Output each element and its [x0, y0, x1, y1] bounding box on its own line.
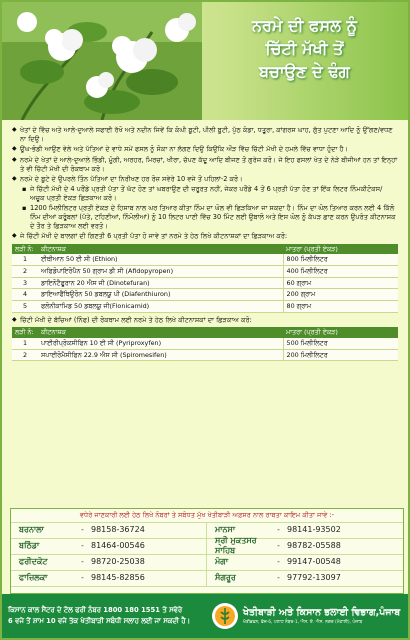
adult-insecticide-table — [12, 244, 398, 313]
col-header-no: ਲੜੀ ਨੰ: — [12, 244, 38, 255]
title-line-1: ਨਰਮੇ ਦੀ ਫਸਲ ਨੂੰ — [252, 16, 357, 35]
table-row: 2 ਅਫਿਡੋਪਾਇਰੋਪੈਨ 50 ਗ੍ਰਾਮ ਡੀ ਸੀ (Afidopyropen) 400 ਮਿਲੀਲਿਟਰ — [12, 265, 398, 277]
table-row: 3 ਡਾਇਨੋਟੈਫੂਰਾਨ 20 ਐਸ ਜੀ (Dinotefuran) 60 ਗ੍ਰਾਮ — [12, 277, 398, 289]
table-row: 1 ਪਾਈਰੀਪ੍ਰੋਕਸੀਫਿਨ 10 ਈ ਸੀ (Pyriproxyfen) 500 ਮਿਲੀਲਿਟਰ — [12, 338, 398, 349]
bullet-item: ◆ ਨਰਮੇ ਦੇ ਖੇਤਾਂ ਦੇ ਆਲੇ-ਦੁਆਲੇ ਭਿੰਡੀ, ਮੂੰਗੀ, ਅਰਹਰ, ਮਿਰਚਾਂ, ਖੀਰਾ, ਚੱਪਣ ਕੱਦੂ ਆਦਿ ਬੀਜਣ ਤੋਂ ਗੁਰੇਜ ਕਰੋ। ਜੇ ਇਹ ਫਸਲਾਂ ਖੇਤ ਦੇ ਨੇੜੇ ਬੀਜੀਆਂ ਹਨ ਤਾਂ ਇਨ੍ਹਾਂ ਤੇ ਵੀ ਚਿੱਟੀ ਮੱਖੀ ਦੀ ਰੋਕਥਾਮ ਕਰੋ। — [12, 155, 398, 173]
department-block — [239, 607, 408, 626]
sub-bullet-item: ▪ 1200 ਮਿਲੀਲਿਟਰ ਪ੍ਰਤੀ ਏਕੜ ਦੇ ਹਿਸਾਬ ਨਾਲ ਘਰ ਤਿਆਰ ਕੀਤਾ ਨਿੰਮ ਦਾ ਘੋਲ ਵੀ ਛਿੜਕਿਆ ਜਾ ਸਕਦਾ ਹੈ। ਨਿੰਮ ਦਾ ਘੋਲ ਤਿਆਰ ਕਰਨ ਲਈ 4 ਕਿੱਲੋ ਨਿੰਮ ਦੀਆਂ ਕਰੂੰਬਲਾਂ (ਪੱਤੇ, ਟਹਿਣੀਆਂ, ਨਿੰਮੋਲੀਆਂ) ਨੂੰ 10 ਲਿਟਰ ਪਾਣੀ ਵਿੱਚ 30 ਮਿੰਟ ਲਈ ਉਬਾਲੋ ਅਤੇ ਇਸ ਘੋਲ ਨੂੰ ਕੱਪੜ ਛਾਣ ਕਰਨ ਉਪਰੰਤ ਕੀਟਨਾਸ਼ਕ ਦੇ ਤੌਰ ਤੇ ਛਿੜਕਾਅ ਲਈ ਵਰਤੋ। — [22, 204, 396, 230]
bullet-item: ◆ ਖੇਤਾਂ ਦੇ ਵਿੱਚ ਅਤੇ ਆਲੇ-ਦੁਆਲੇ ਸਫਾਈ ਰੱਖੋ ਅਤੇ ਨਦੀਨ ਜਿਵੇਂ ਕਿ ਕੰਘੀ ਬੂਟੀ, ਪੀਲੀ ਬੂਟੀ, ਪੁੱਠ ਕੰਡਾ, ਧਤੂਰਾ, ਕਾਂਗਰਸ ਘਾਹ, ਗੁੱਤ ਪੁਟਣਾ ਆਦਿ ਨੂੰ ਉੱਗਣ/ਵਧਣ ਨਾ ਦਿਉ। — [12, 126, 393, 143]
sub-bullet-icon: ▪ — [22, 204, 27, 213]
bullet-icon: ◆ — [12, 315, 17, 323]
bullet-item: ◆ ਚਿੱਟੀ ਮੱਖੀ ਦੇ ਬੱਚਿਆਂ (ਨਿੰਫ) ਦੀ ਰੋਕਥਾਮ ਲਈ ਨਰਮੇ ਤੇ ਹੇਠ ਲਿਖੇ ਕੀਟਨਾਸ਼ਕਾਂ ਦਾ ਛਿੜਕਾਅ ਕਰੋ: — [12, 315, 252, 324]
table-row: 1 ਈਥੀਆਨ 50 ਈ ਸੀ (Ethion) 800 ਮਿਲੀਲਿਟਰ — [12, 254, 398, 265]
contact-row: ਮੋਗਾ - 99147-00548 — [207, 555, 403, 571]
nymph-insecticide-table — [12, 327, 398, 361]
department-logo-icon — [211, 602, 239, 630]
bullet-icon: ◆ — [12, 126, 17, 133]
contact-row: ਸ੍ਰੀ ਮੁਕਤਸਰ ਸਾਹਿਬ - 98782-05588 — [207, 539, 403, 555]
bullet-item: ◆ ਜੇ ਚਿੱਟੀ ਮੱਖੀ ਦੇ ਬਾਲਗਾਂ ਦੀ ਗਿਣਤੀ 6 ਪ੍ਰਤੀ ਪੱਤਾ ਹੋ ਜਾਵੇ ਤਾਂ ਨਰਮੇ ਤੇ ਹੇਠ ਲਿਖੇ ਕੀਟਨਾਸ਼ਕਾਂ ਦਾ ਛਿੜਕਾਅ ਕਰੋ: — [12, 231, 288, 240]
bullet-icon: ◆ — [12, 145, 17, 153]
col-header-no: ਲੜੀ ਨੰ: — [12, 327, 38, 338]
poster-title — [207, 14, 402, 84]
helpline-text: ਕਿਸਾਨ ਕਾਲ ਸੈਂਟਰ ਦੇ ਟੋਲ ਫਰੀ ਨੰਬਰ 1800 180 1551 ਤੇ ਸਵੇਰੇ 6 ਵਜੇ ਤੋਂ ਸ਼ਾਮ 10 ਵਜੇ ਤੱਕ ਖੇਤੀਬਾੜੀ ਸਬੰਧੀ ਸਲਾਹ ਲਈ ਜਾ ਸਕਦੀ ਹੈ। — [8, 606, 191, 625]
department-name: ਖੇਤੀਬਾੜੀ ਅਤੇ ਕਿਸਾਨ ਭਲਾਈ ਵਿਭਾਗ,ਪੰਜਾਬ — [243, 606, 401, 618]
contact-row: ਬਠਿੰਡਾ - 81464-00546 — [11, 539, 207, 555]
table-row: 5 ਫਲੋਨੀਕਾਮਿਡ 50 ਡਬਲਯੂ ਜੀ(Flonicamid) 80 ਗ੍ਰਾਮ — [12, 300, 398, 312]
contact-row: ਫਰੀਦਕੋਟ - 98720-25038 — [11, 555, 207, 571]
contact-box — [10, 508, 404, 594]
contact-row: ਸੰਗਰੂਰ - 97792-13097 — [207, 571, 403, 587]
contact-row: ਫਾਜ਼ਿਲਕਾ - 98145-82856 — [11, 571, 207, 587]
bullet-icon: ◆ — [12, 174, 17, 182]
department-address: ਖੇਤੀਭਵਨ, ਫੇਜ਼-6, ਪਲਾਟ ਨੰਬਰ-1, ਐਸ. ਏ. ਐਸ. ਨਗਰ (ਮੋਹਾਲੀ), ਪੰਜਾਬ — [243, 619, 363, 625]
contact-row: ਮਾਨਸਾ - 98141-93502 — [207, 523, 403, 539]
col-header-dose: ਮਾਤਰਾ (ਪ੍ਰਤੀ ਏਕੜ) — [283, 244, 398, 255]
bullet-icon: ◆ — [12, 155, 17, 163]
bullet-item: ◆ ਊਂਘ-ਭੰਡੀ ਆਉਣ ਵੇਲੇ ਅਤੇ ਪੱਤਿਆਂ ਦੇ ਵਾਧੇ ਸਮੇਂ ਫਸਲ ਨੂੰ ਸੋਕਾ ਨਾ ਲੱਗਣ ਦਿਉ ਕਿਉਂਕਿ ਔੜ ਵਿੱਚ ਚਿੱਟੀ ਮੱਖੀ ਦੇ ਹਮਲੇ ਵਿੱਚ ਵਾਧਾ ਹੁੰਦਾ ਹੈ। — [12, 145, 348, 154]
title-line-2: ਚਿੱਟੀ ਮੱਖੀ ਤੋਂ — [265, 39, 344, 59]
main-content — [2, 120, 408, 361]
bullet-icon: ◆ — [12, 231, 17, 239]
col-header-chem: ਕੀਟਨਾਸ਼ਕ — [38, 327, 283, 338]
contact-header: ਵਧੇਰੇ ਜਾਣਕਾਰੀ ਲਈ ਹੇਠ ਲਿਖੇ ਨੰਬਰਾਂ ਤੇ ਸਬੰਧਤ ਮੁੱਖ ਖੇਤੀਬਾੜੀ ਅਫ਼ਸਰ ਨਾਲ ਰਾਬਤਾ ਕਾਇਮ ਕੀਤਾ ਜਾਵੇ :- — [11, 509, 403, 523]
footer-banner — [2, 594, 408, 638]
sub-bullet-icon: ▪ — [22, 185, 27, 194]
col-header-chem: ਕੀਟਨਾਸ਼ਕ — [38, 244, 283, 255]
header-banner — [2, 2, 408, 120]
table-row: 2 ਸਪਾਈਰੋਮੈਸੀਫਿਨ 22.9 ਐਸ ਸੀ (Spiromesifen) 200 ਮਿਲੀਲਿਟਰ — [12, 349, 398, 361]
table-row: 4 ਡਾਇਆਫੈਂਥਿਉਰੋਨ 50 ਡਬਲਯੂ ਪੀ (Diafenthiuron) 200 ਗ੍ਰਾਮ — [12, 289, 398, 301]
cotton-plant-photo — [2, 2, 202, 120]
bullet-item: ◆ ਨਰਮੇ ਦੇ ਬੂਟੇ ਦੇ ਉਪਰਲੇ ਤਿੰਨ ਪੱਤਿਆਂ ਦਾ ਨਿਰੀਖਣ ਹਰ ਰੋਜ਼ ਸਵੇਰੇ 10 ਵਜੇ ਤੋਂ ਪਹਿਲਾਂ-2 ਕਰੋ। — [12, 174, 243, 183]
contact-row: ਬਰਨਾਲਾ - 98158-36724 — [11, 523, 207, 539]
col-header-dose: ਮਾਤਰਾ (ਪ੍ਰਤੀ ਏਕੜ) — [283, 327, 398, 338]
title-line-3: ਬਚਾਉਣ ਦੇ ਢੰਗ — [259, 62, 350, 82]
contact-grid — [11, 523, 403, 587]
sub-bullet-item: ▪ ਜੇ ਚਿੱਟੀ ਮੱਖੀ ਦੇ 4 ਪਰੌਂਡੇ ਪ੍ਰਤੀ ਪੱਤਾ ਤੋਂ ਘੱਟ ਹੋਣ ਤਾਂ ਘਬਰਾਉਣ ਦੀ ਜ਼ਰੂਰਤ ਨਹੀਂ, ਜੇਕਰ ਪਰੌਂਡੇ 4 ਤੋਂ 6 ਪ੍ਰਤੀ ਪੱਤਾ ਹੋਣ ਤਾਂ ਇੱਕ ਲਿਟਰ ਨਿੰਮਕੀਟੋਕਸ/ ਅਚੂਕ ਪ੍ਰਤੀ ਏਕੜ ਛਿੜਕਾਅ ਕਰੋ। — [22, 185, 383, 203]
